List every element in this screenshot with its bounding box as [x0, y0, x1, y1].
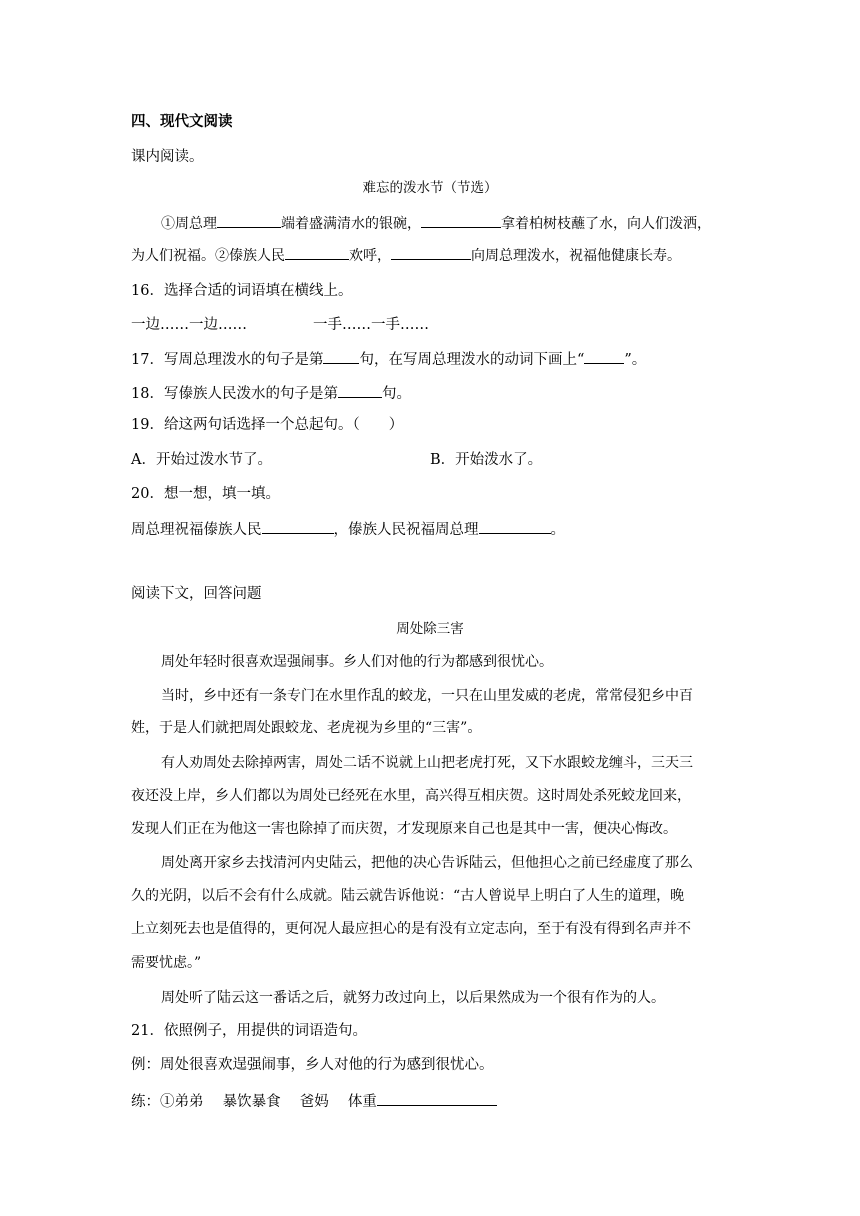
passage-title: 周处除三害 — [396, 621, 464, 637]
passage-title: 难忘的泼水节（节选） — [362, 180, 498, 196]
passage-text: 向周总理泼水，祝福他健康长寿。 — [471, 248, 681, 264]
passage-text: 为人们祝福。②傣族人民 — [131, 248, 285, 264]
blank-line — [391, 244, 471, 260]
passage-text: 端着盛满清水的银碗， — [281, 216, 421, 232]
blank-line — [285, 244, 349, 260]
blank-line — [377, 1090, 497, 1106]
passage-line — [131, 244, 681, 266]
question-text: 句，在写周总理泼水的动词下画上“ — [359, 352, 585, 368]
instruction-text: 阅读下文，回答问题 — [131, 586, 262, 602]
practice-line — [131, 1090, 497, 1112]
option-text: 一手……一手…… — [313, 317, 429, 333]
passage-line: 周处年轻时很喜欢逞强闹事。乡人们对他的行为都感到很忧心。 — [161, 654, 553, 670]
section-heading: 四、现代文阅读 — [131, 114, 233, 130]
blank-line — [323, 348, 359, 364]
passage-line: 姓，于是人们就把周处跟蛟龙、老虎视为乡里的“三害”。 — [131, 720, 482, 736]
passage-line: 久的光阴，以后不会有什么成就。陆云就告诉他说：“古人曾说早上明白了人生的道理，晚 — [131, 888, 685, 904]
question-text: 18．写傣族人民泼水的句子是第 — [131, 386, 338, 402]
instruction-text: 课内阅读。 — [131, 149, 204, 165]
practice-text: 练：①弟弟 暴饮暴食 爸妈 体重 — [131, 1094, 377, 1110]
passage-line — [161, 212, 711, 234]
passage-text: 拿着柏树枝蘸了水，向人们泼洒， — [501, 216, 711, 232]
question-text: ，傣族人民祝福周总理 — [333, 522, 479, 538]
question-text: 17．写周总理泼水的句子是第 — [131, 352, 324, 368]
passage-line: 上立刻死去也是值得的，更何况人最应担心的是有没有立定志向，至于有没有得到名声并不 — [131, 921, 691, 937]
passage-line: 夜还没上岸，乡人们都以为周处已经死在水里，高兴得互相庆贺。这时周处杀死蛟龙回来， — [131, 788, 691, 804]
passage-line: 有人劝周处去除掉两害，周处二话不说就上山把老虎打死，又下水跟蛟龙缠斗，三天三 — [161, 755, 693, 771]
blank-line — [421, 212, 501, 228]
blank-line — [338, 382, 382, 398]
question-17 — [131, 348, 646, 370]
question-16: 16．选择合适的词语填在横线上。 — [131, 283, 353, 299]
passage-line: 需要忧虑。” — [131, 955, 202, 971]
passage-line: 周处离开家乡去找清河内史陆云，把他的决心告诉陆云，但他担心之前已经虚度了那么 — [161, 855, 693, 871]
passage-text: 欢呼， — [349, 248, 391, 264]
question-text: ”。 — [624, 352, 647, 368]
question-18 — [131, 382, 411, 404]
blank-line — [262, 518, 334, 534]
choice-b: B．开始泼水了。 — [430, 452, 543, 468]
question-19: 19．给这两句话选择一个总起句。（ ） — [131, 417, 404, 433]
question-text: 句。 — [381, 386, 411, 402]
fill-line — [131, 518, 565, 540]
question-20: 20．想一想，填一填。 — [131, 486, 280, 502]
choice-a: A．开始过泼水节了。 — [131, 452, 272, 468]
blank-line — [217, 212, 281, 228]
option-text: 一边……一边…… — [131, 317, 247, 333]
passage-text: ①周总理 — [161, 216, 217, 232]
passage-line: 当时，乡中还有一条专门在水里作乱的蛟龙，一只在山里发威的老虎，常常侵犯乡中百 — [161, 688, 693, 704]
example-sentence: 例：周处很喜欢逞强闹事，乡人对他的行为感到很忧心。 — [131, 1057, 494, 1073]
passage-line: 发现人们正在为他这一害也除掉了而庆贺，才发现原来自己也是其中一害，便决心悔改。 — [131, 821, 677, 837]
question-21: 21．依照例子，用提供的词语造句。 — [131, 1023, 367, 1039]
passage-line: 周处听了陆云这一番话之后，就努力改过向上，以后果然成为一个很有作为的人。 — [161, 990, 665, 1006]
blank-line — [584, 348, 624, 364]
question-text: 。 — [550, 522, 565, 538]
question-text: 周总理祝福傣族人民 — [131, 522, 262, 538]
blank-line — [479, 518, 551, 534]
